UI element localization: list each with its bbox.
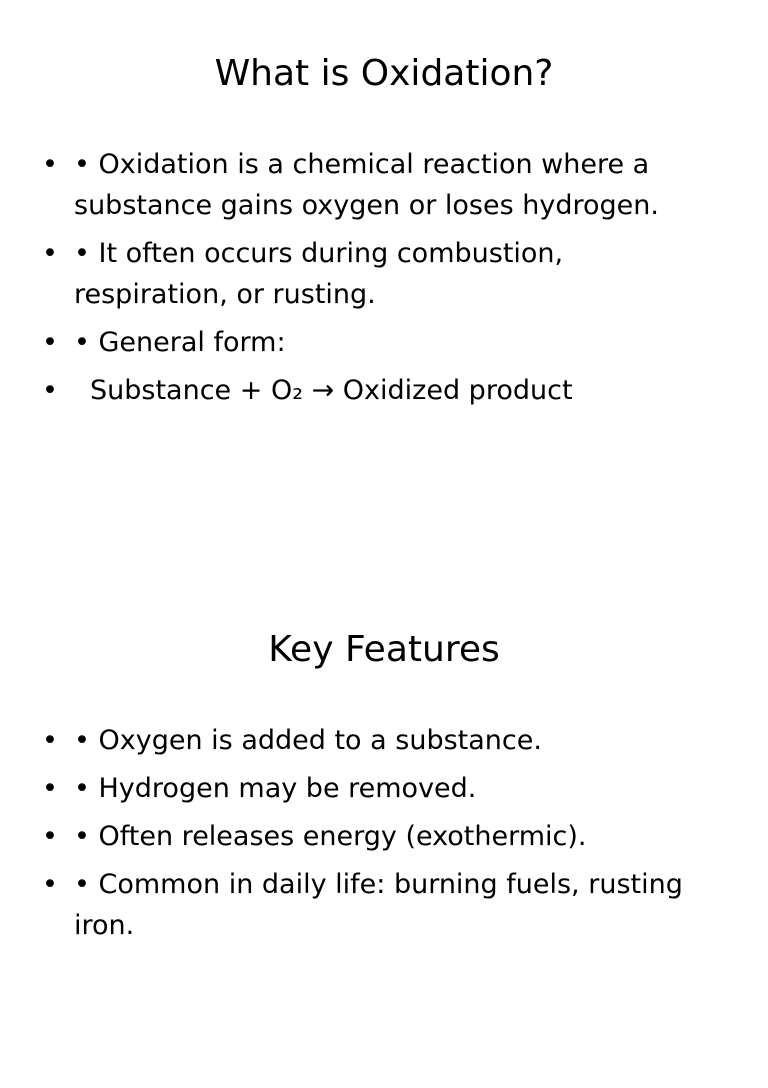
list-item-text: • It often occurs during combustion, respiration, or rusting. (74, 238, 564, 310)
bullet-icon: • (42, 725, 58, 756)
slide-key-features (0, 576, 768, 1088)
list-item (36, 816, 716, 857)
list-item-text: • Oxygen is added to a substance. (74, 725, 542, 756)
list-item-text: • Hydrogen may be removed. (74, 773, 477, 804)
list-item-text: • Common in daily life: burning fuels, rusting iron. (74, 869, 683, 941)
bullet-icon: • (42, 869, 58, 900)
bullet-icon: • (42, 327, 58, 358)
bullet-icon: • (42, 238, 58, 269)
bullet-list (36, 720, 716, 946)
slide-what-is-oxidation (0, 0, 768, 512)
list-item (36, 233, 716, 315)
list-item (36, 768, 716, 809)
bullet-icon: • (42, 375, 58, 406)
list-item (36, 322, 716, 363)
list-item (36, 144, 716, 226)
list-item-text: • Often releases energy (exothermic). (74, 821, 587, 852)
bullet-icon: • (42, 149, 58, 180)
slide-title: Key Features (268, 629, 500, 670)
list-item (36, 864, 716, 946)
list-item-text: • General form: (74, 327, 286, 358)
list-item-text: • Oxidation is a chemical reaction where a substance gains oxygen or loses hydrogen. (74, 149, 659, 221)
bullet-icon: • (42, 821, 58, 852)
bullet-icon: • (42, 773, 58, 804)
bullet-list (36, 144, 716, 411)
list-item (36, 370, 716, 411)
general-form-equation: Substance + O₂ → Oxidized product (90, 375, 573, 406)
list-item (36, 720, 716, 761)
slide-title: What is Oxidation? (214, 53, 554, 94)
